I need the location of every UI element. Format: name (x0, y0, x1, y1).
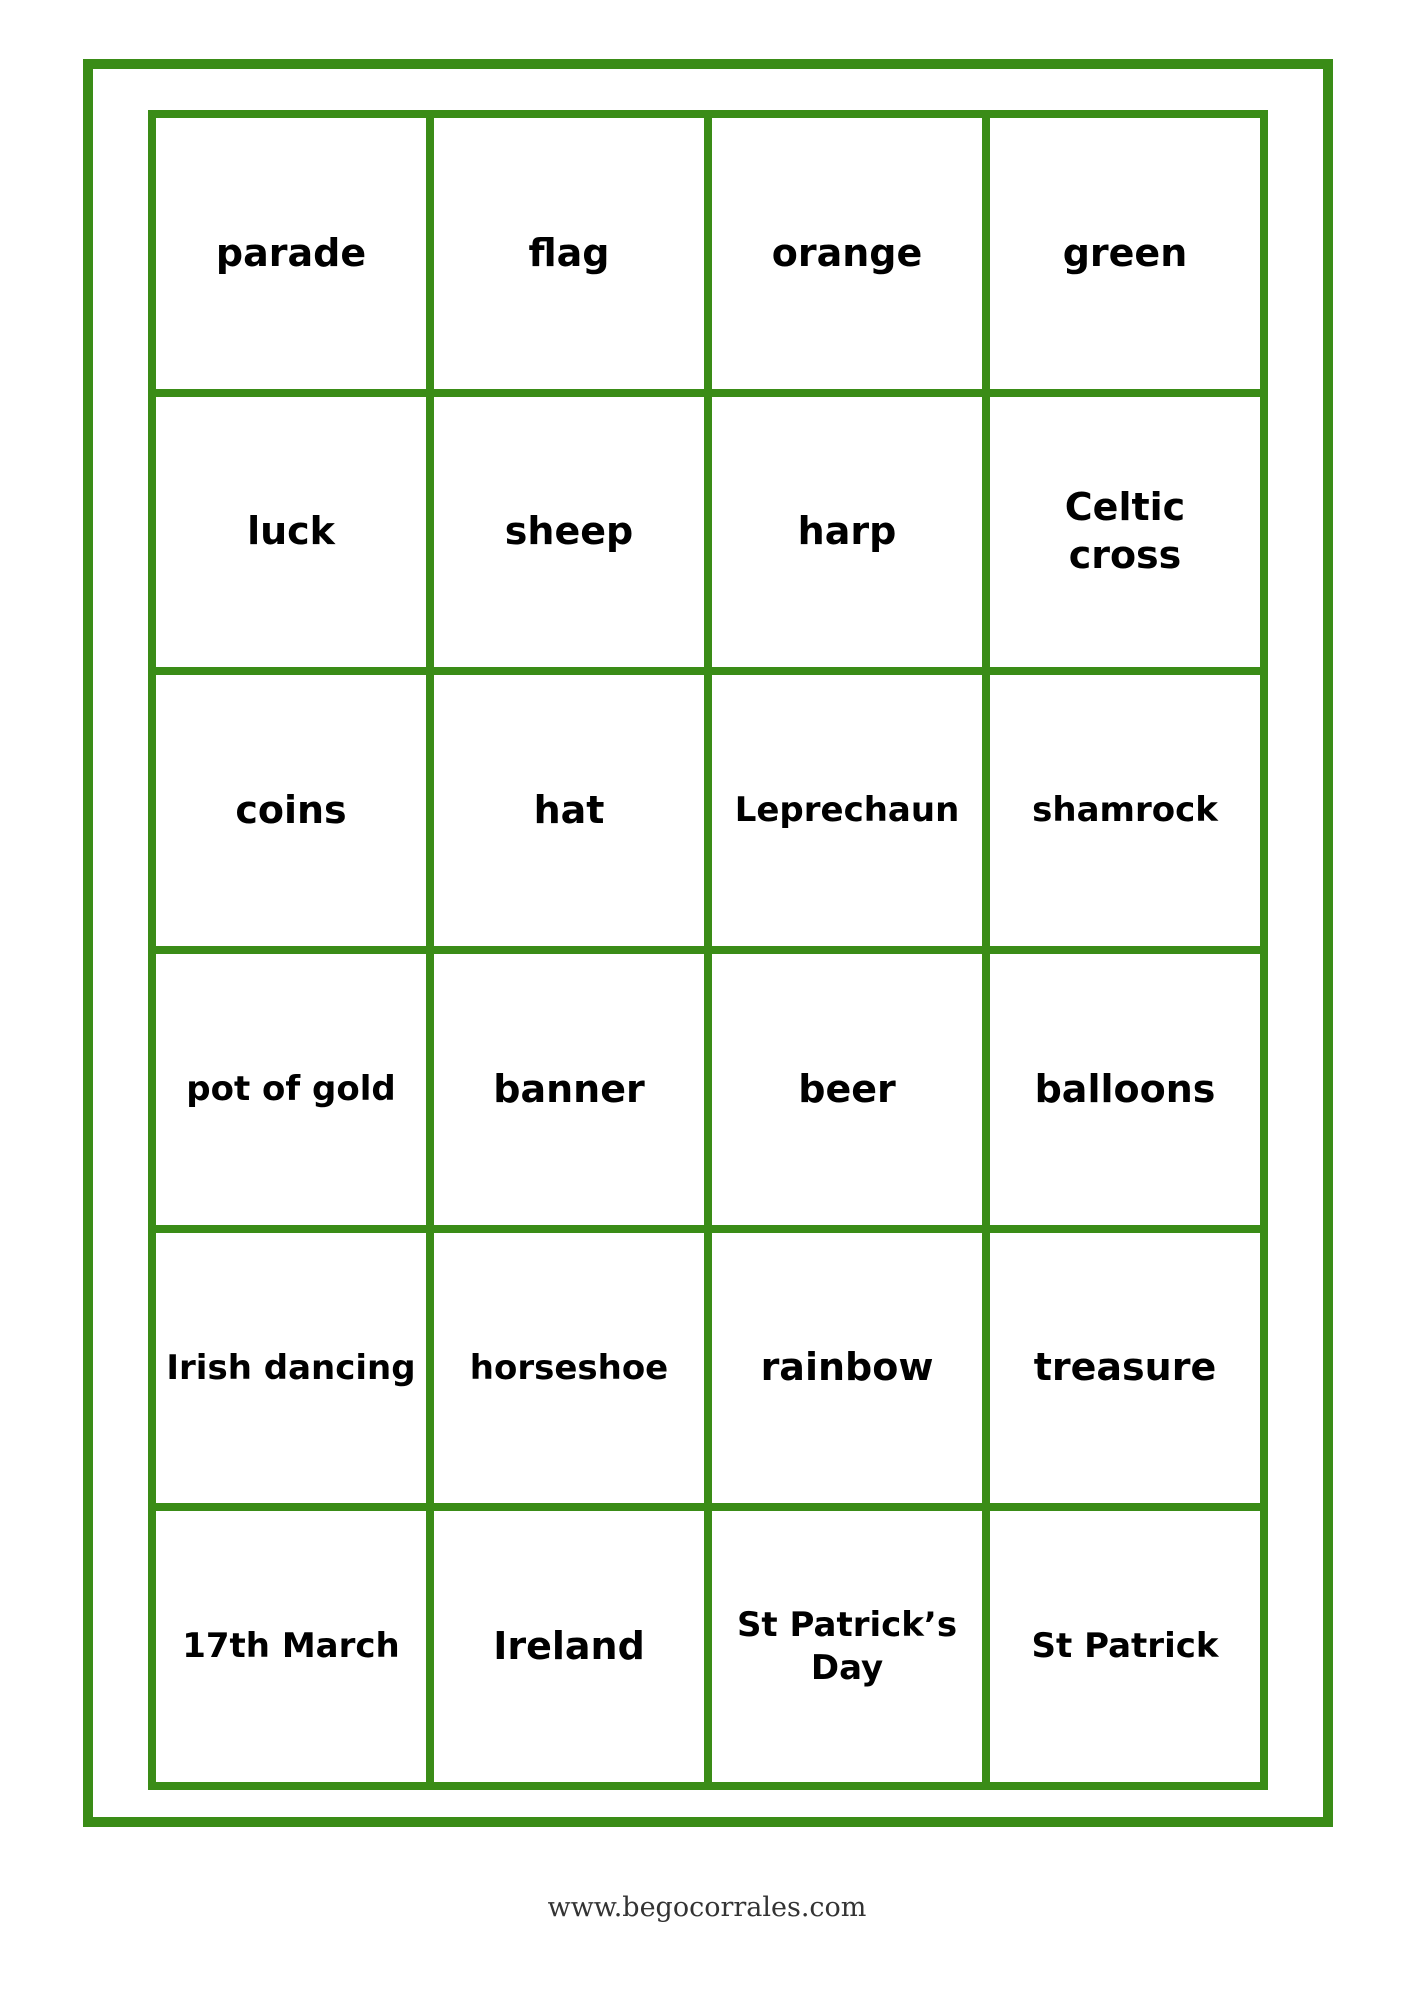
board-cell (152, 393, 430, 672)
board-cell (152, 950, 430, 1229)
cell-word: 17th March (182, 1626, 400, 1667)
cell-word: coins (235, 787, 347, 832)
cell-word: hat (533, 787, 605, 832)
board-cell (986, 393, 1264, 672)
cell-word: harp (797, 509, 897, 554)
board-cell (986, 950, 1264, 1229)
cell-word: shamrock (1032, 790, 1218, 831)
board-cell (986, 1229, 1264, 1508)
board-cell (708, 1507, 986, 1786)
cell-word: parade (215, 230, 367, 275)
board-cell (430, 1507, 708, 1786)
board-cell (430, 393, 708, 672)
cell-word: St Patrick (1031, 1626, 1219, 1667)
board-cell (430, 950, 708, 1229)
cell-word: St Patrick’s Day (736, 1605, 958, 1688)
board-cell (986, 671, 1264, 950)
board-cell (152, 671, 430, 950)
cell-word: treasure (1033, 1345, 1217, 1390)
cell-word: rainbow (760, 1345, 934, 1390)
board-cell (708, 1229, 986, 1508)
board-cell (430, 1229, 708, 1508)
board-cell (986, 1507, 1264, 1786)
cell-word: orange (771, 230, 923, 275)
cell-word: sheep (504, 509, 634, 554)
cell-word: banner (493, 1066, 645, 1111)
cell-word: balloons (1034, 1066, 1216, 1111)
board-cell (430, 114, 708, 393)
footer-website: www.begocorrales.com (547, 1892, 867, 1923)
bingo-board (148, 110, 1268, 1790)
cell-word: flag (528, 230, 610, 275)
cell-word: Irish dancing (166, 1347, 416, 1388)
cell-word: luck (247, 509, 335, 554)
cell-word: Celtic cross (1064, 485, 1186, 577)
cell-word: green (1062, 230, 1188, 275)
board-cell (430, 671, 708, 950)
cell-word: horseshoe (469, 1347, 669, 1388)
board-cell (708, 950, 986, 1229)
cell-word: Leprechaun (734, 790, 960, 831)
board-cell (152, 114, 430, 393)
cell-word: Ireland (493, 1623, 645, 1668)
board-cell (152, 1507, 430, 1786)
cell-word: beer (798, 1066, 896, 1111)
board-cell (708, 671, 986, 950)
cell-word: pot of gold (186, 1069, 396, 1110)
board-cell (708, 114, 986, 393)
board-cell (986, 114, 1264, 393)
board-cell (708, 393, 986, 672)
board-cell (152, 1229, 430, 1508)
